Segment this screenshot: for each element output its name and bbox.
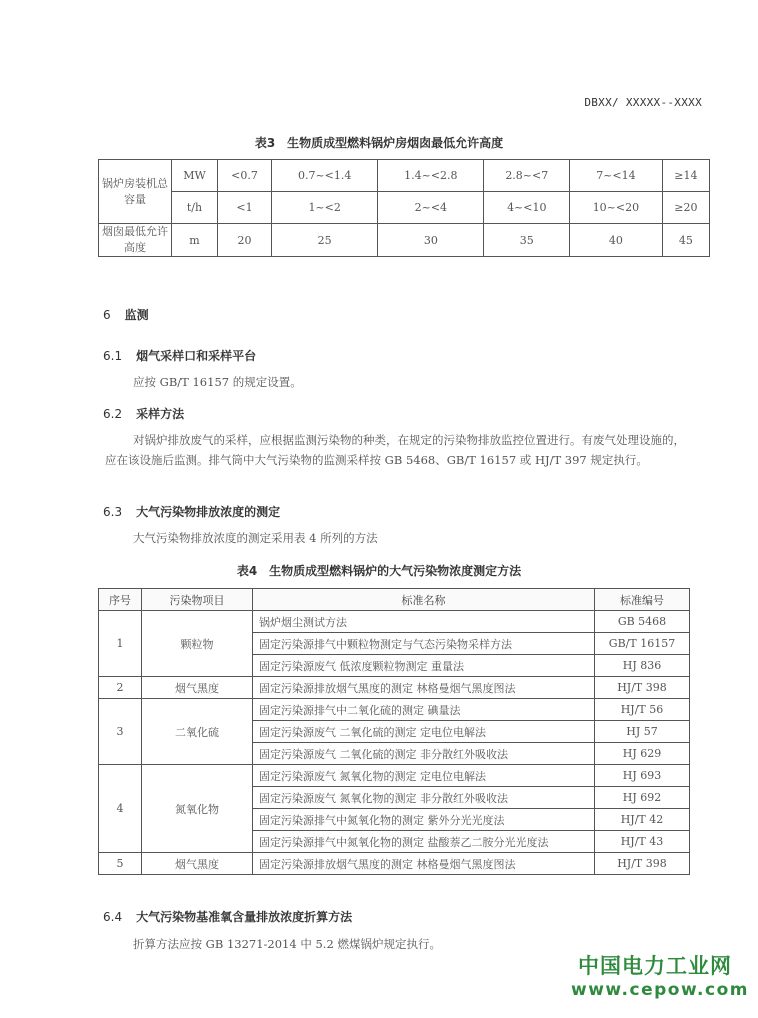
standard-code: HJ/T 398 [595, 677, 690, 699]
pollutant-item: 二氧化硫 [142, 699, 253, 765]
pollutant-item: 氮氧化物 [142, 765, 253, 853]
standard-name: 固定污染源废气 二氧化硫的测定 非分散红外吸收法 [253, 743, 595, 765]
standard-name: 固定污染源排气中氮氧化物的测定 盐酸萘乙二胺分光光度法 [253, 831, 595, 853]
section-number: 6.3 [103, 505, 123, 519]
value-cell: 30 [378, 224, 484, 257]
table3 [98, 159, 710, 257]
section-title: 监测 [124, 308, 149, 322]
section-6-1-text: 应按 GB/T 16157 的规定设置。 [133, 375, 302, 389]
section-number: 6.1 [103, 349, 123, 363]
table-row [99, 192, 710, 224]
table-row [99, 699, 690, 721]
value-cell: ≥14 [662, 160, 709, 192]
value-cell: 25 [272, 224, 378, 257]
table-row [99, 853, 690, 875]
watermark-url: www.cepow.com [571, 980, 749, 1000]
table-header-row [99, 589, 690, 611]
section-title: 大气污染物基准氧含量排放浓度折算方法 [136, 910, 353, 924]
row-label-height: 烟囱最低允许高度 [99, 224, 172, 257]
pollutant-item: 颗粒物 [142, 611, 253, 677]
standard-code: HJ/T 56 [595, 699, 690, 721]
value-cell: 2~<4 [378, 192, 484, 224]
document-code: DBXX/ XXXXX--XXXX [584, 96, 702, 109]
pollutant-item: 烟气黑度 [142, 853, 253, 875]
table3-caption: 表3 生物质成型燃料锅炉房烟囱最低允许高度 [254, 136, 504, 150]
table-row [99, 611, 690, 633]
standard-code: HJ 693 [595, 765, 690, 787]
section-title: 烟气采样口和采样平台 [136, 349, 257, 363]
section-6-2-heading [103, 405, 184, 422]
pollutant-item: 烟气黑度 [142, 677, 253, 699]
standard-code: HJ/T 42 [595, 809, 690, 831]
unit-cell: m [172, 224, 218, 257]
value-cell: ≥20 [662, 192, 709, 224]
section-6-3-heading [103, 503, 280, 520]
section-number: 6 [103, 308, 111, 322]
row-no: 1 [99, 611, 142, 677]
value-cell: <0.7 [218, 160, 272, 192]
row-no: 2 [99, 677, 142, 699]
section-6-4-text: 折算方法应按 GB 13271-2014 中 5.2 燃煤锅炉规定执行。 [133, 937, 441, 951]
section-number: 6.4 [103, 910, 123, 924]
value-cell: 35 [484, 224, 570, 257]
section-number: 6.2 [103, 407, 123, 421]
value-cell: 1.4~<2.8 [378, 160, 484, 192]
unit-cell: t/h [172, 192, 218, 224]
table-row [99, 160, 710, 192]
standard-name: 固定污染源排气中二氧化硫的测定 碘量法 [253, 699, 595, 721]
standard-name: 固定污染源排放烟气黑度的测定 林格曼烟气黑度图法 [253, 853, 595, 875]
standard-code: HJ 836 [595, 655, 690, 677]
standard-name: 固定污染源排气中氮氧化物的测定 紫外分光光度法 [253, 809, 595, 831]
table-row [99, 224, 710, 257]
section-6-4-heading [103, 908, 352, 925]
value-cell: 20 [218, 224, 272, 257]
row-label-capacity: 锅炉房装机总容量 [99, 160, 172, 224]
row-no: 5 [99, 853, 142, 875]
standard-code: HJ 692 [595, 787, 690, 809]
section-6-2-text: 对锅炉排放废气的采样，应根据监测污染物的种类，在规定的污染物排放监控位置进行。有废气处理设施的，应在该设施后监测。排气筒中大气污染物的监测采样按 GB 5468、GB/T 16157 或 HJ/T 397 规定执行。 [105, 433, 685, 467]
table4 [98, 588, 690, 875]
standard-code: HJ/T 43 [595, 831, 690, 853]
row-no: 3 [99, 699, 142, 765]
watermark-site-name: 中国电力工业网 [578, 954, 732, 978]
standard-name: 固定污染源排气中颗粒物测定与气态污染物采样方法 [253, 633, 595, 655]
value-cell: 2.8~<7 [484, 160, 570, 192]
table4-caption: 表4 生物质成型燃料锅炉的大气污染物浓度测定方法 [236, 564, 522, 578]
standard-name: 固定污染源废气 低浓度颗粒物测定 重量法 [253, 655, 595, 677]
standard-code: HJ 629 [595, 743, 690, 765]
unit-cell: MW [172, 160, 218, 192]
row-no: 4 [99, 765, 142, 853]
section-title: 采样方法 [136, 407, 185, 421]
standard-name: 锅炉烟尘测试方法 [253, 611, 595, 633]
standard-name: 固定污染源废气 氮氧化物的测定 非分散红外吸收法 [253, 787, 595, 809]
standard-name: 固定污染源废气 二氧化硫的测定 定电位电解法 [253, 721, 595, 743]
header-code: 标准编号 [595, 589, 690, 611]
value-cell: 45 [662, 224, 709, 257]
section-title: 大气污染物排放浓度的测定 [136, 505, 281, 519]
header-name: 标准名称 [253, 589, 595, 611]
value-cell: 10~<20 [570, 192, 663, 224]
value-cell: 0.7~<1.4 [272, 160, 378, 192]
table-row [99, 765, 690, 787]
table-row [99, 677, 690, 699]
section-6-3-text: 大气污染物排放浓度的测定采用表 4 所列的方法 [133, 531, 378, 545]
value-cell: 4~<10 [484, 192, 570, 224]
value-cell: 40 [570, 224, 663, 257]
value-cell: 7~<14 [570, 160, 663, 192]
header-item: 污染物项目 [142, 589, 253, 611]
standard-code: HJ/T 398 [595, 853, 690, 875]
section-6-heading [103, 306, 149, 323]
standard-name: 固定污染源排放烟气黑度的测定 林格曼烟气黑度图法 [253, 677, 595, 699]
value-cell: 1~<2 [272, 192, 378, 224]
standard-code: GB 5468 [595, 611, 690, 633]
standard-code: HJ 57 [595, 721, 690, 743]
standard-name: 固定污染源废气 氮氧化物的测定 定电位电解法 [253, 765, 595, 787]
value-cell: <1 [218, 192, 272, 224]
header-no: 序号 [99, 589, 142, 611]
standard-code: GB/T 16157 [595, 633, 690, 655]
section-6-1-heading [103, 347, 256, 364]
